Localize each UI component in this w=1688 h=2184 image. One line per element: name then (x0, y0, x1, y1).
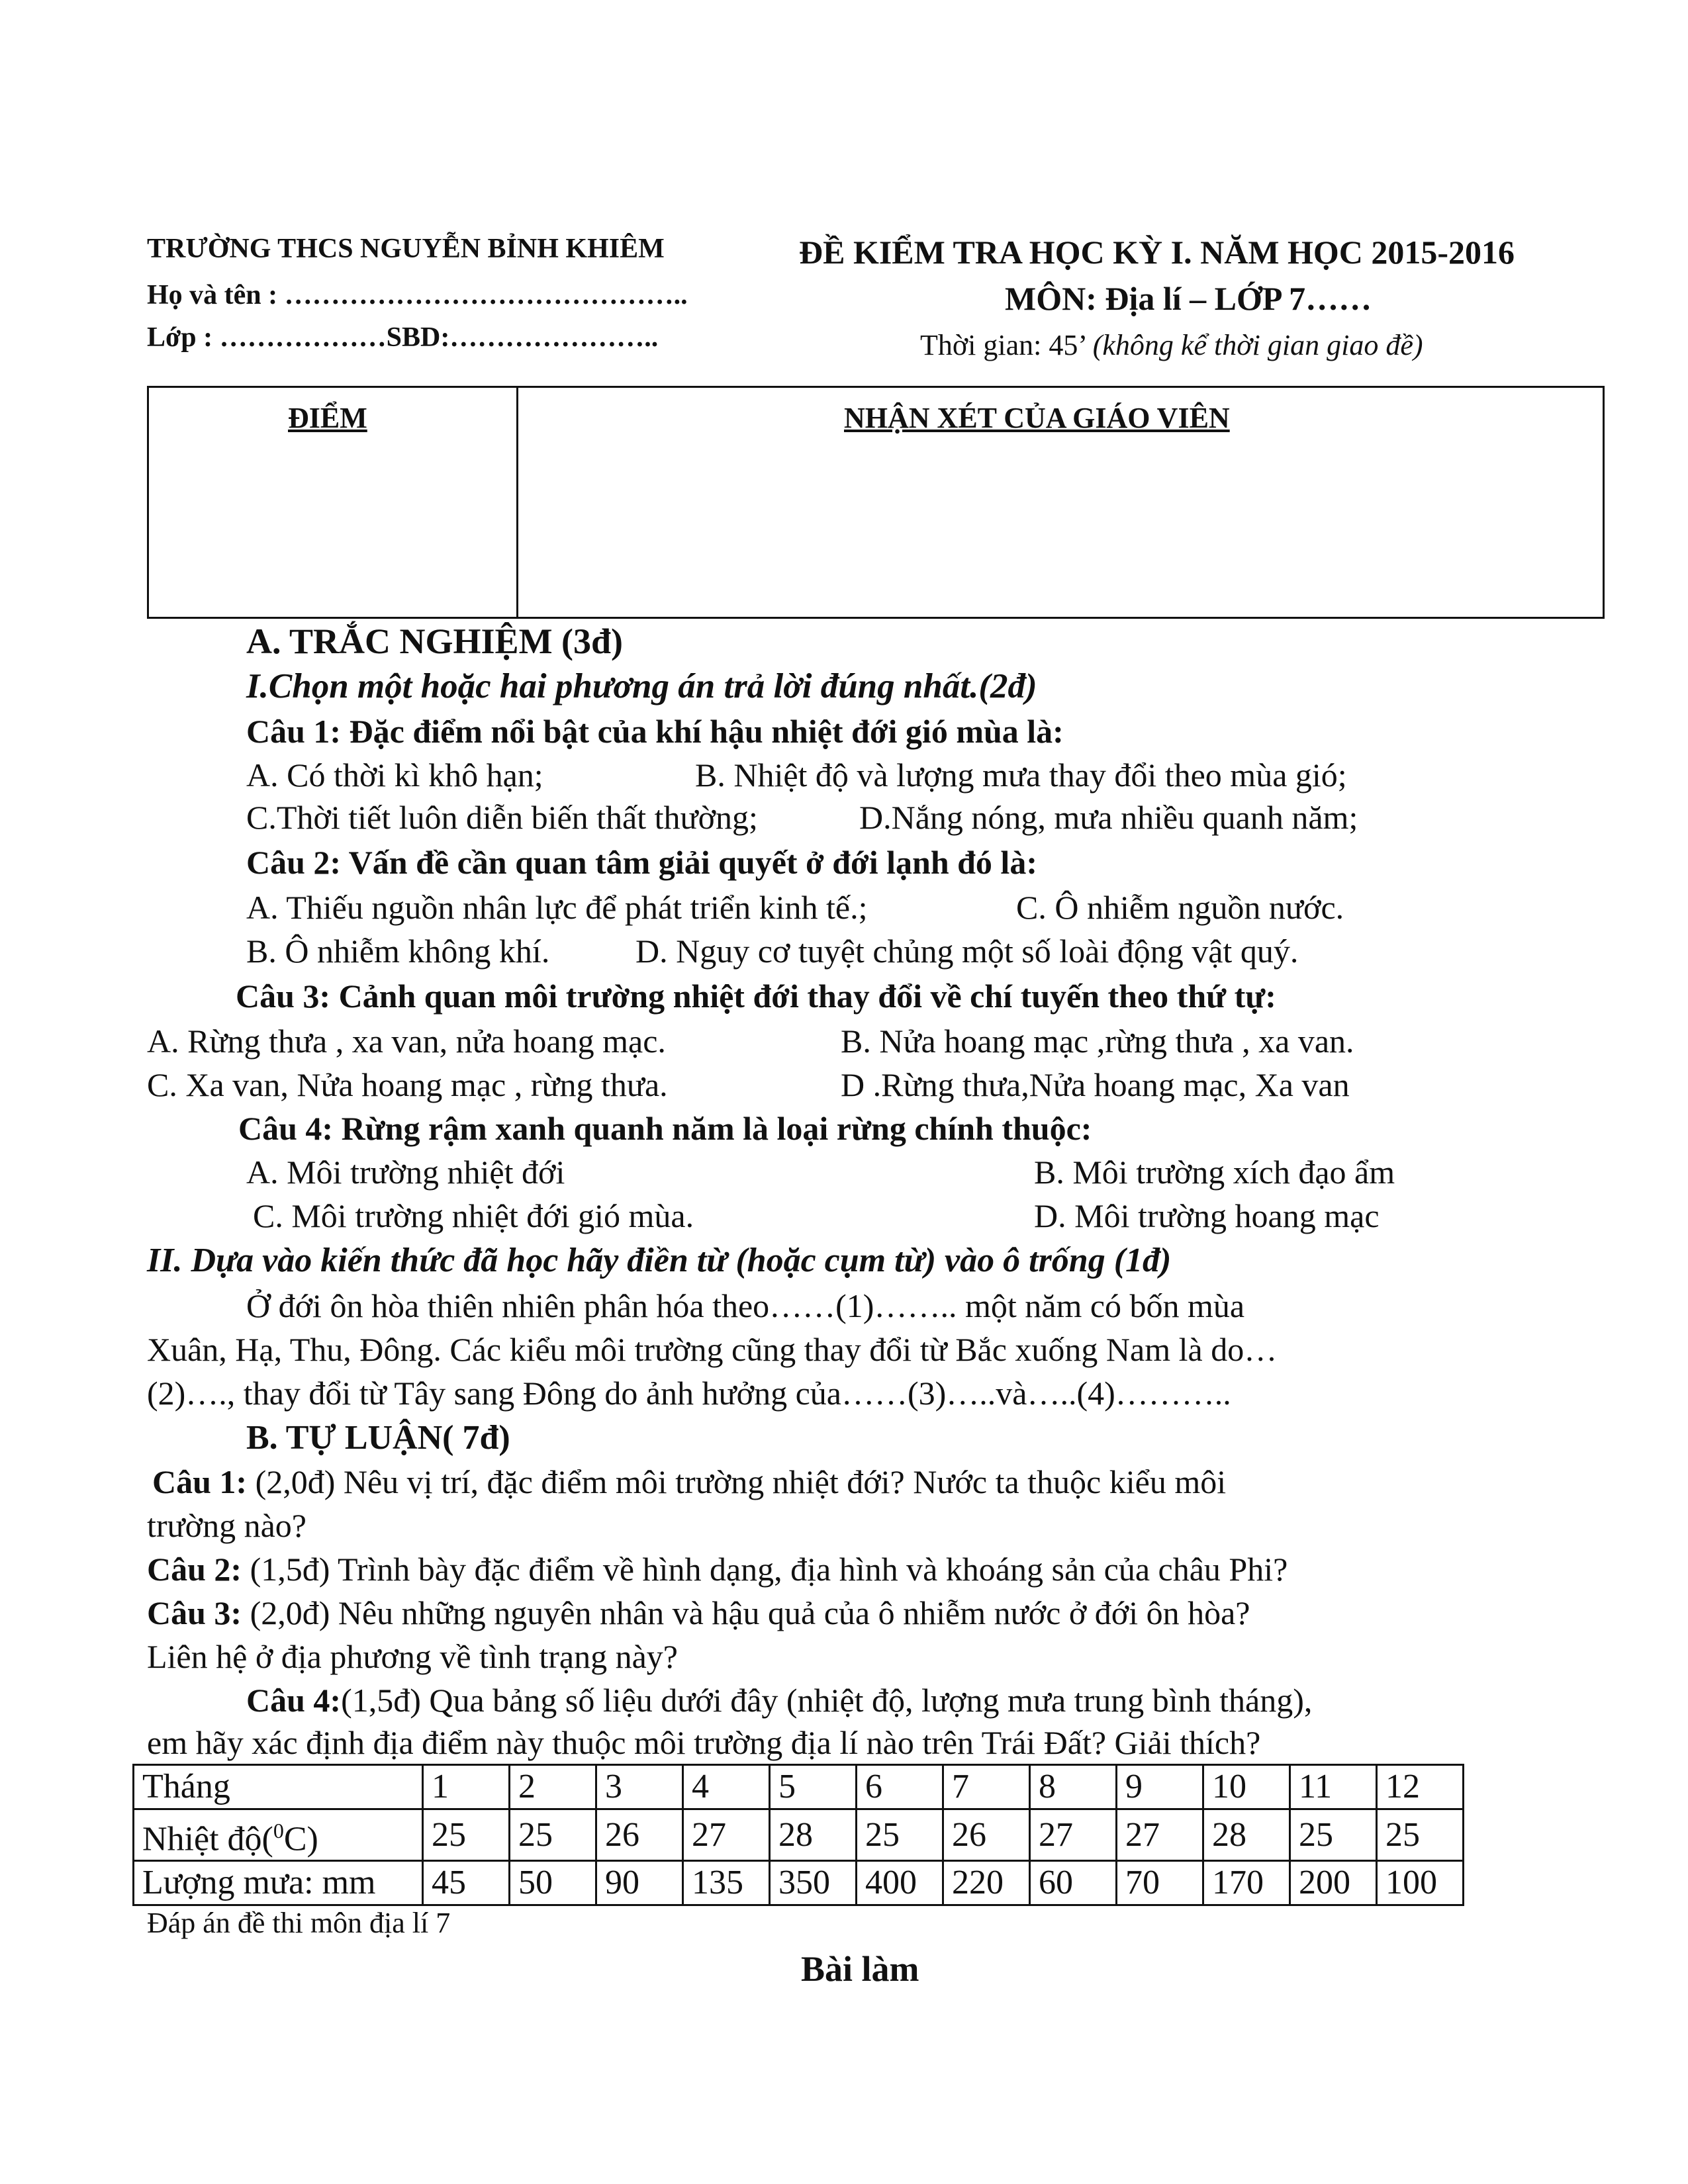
time-line (920, 328, 1423, 362)
school-name: TRƯỜNG THCS NGUYỄN BỈNH KHIÊM (147, 234, 665, 264)
q1-option-b: B. Nhiệt độ và lượng mưa thay đổi theo mùa gió; (695, 756, 1347, 794)
q2-option-c: C. Ô nhiễm nguồn nước. (1016, 889, 1344, 926)
essay-q4-label: Câu 4: (246, 1682, 342, 1719)
rainfall-cell: 70 (1117, 1861, 1203, 1905)
table-row-months (134, 1765, 1464, 1809)
q4-option-d: D. Môi trường hoang mạc (1034, 1197, 1380, 1234)
month-cell: 10 (1203, 1765, 1290, 1809)
q1-question: Câu 1: Đặc điểm nổi bật của khí hậu nhiệt đới gió mùa là: (246, 713, 1064, 750)
rainfall-cell: 220 (943, 1861, 1030, 1905)
teacher-comment-label: NHẬN XÉT CỦA GIÁO VIÊN (844, 402, 1230, 434)
q2-option-d: D. Nguy cơ tuyệt chủng một số loài động vật quý. (635, 933, 1299, 970)
q3-option-d: D .Rừng thưa,Nửa hoang mạc, Xa van (841, 1066, 1350, 1103)
q4-option-b: B. Môi trường xích đạo ẩm (1034, 1154, 1395, 1191)
answer-key-note: Đáp án đề thi môn địa lí 7 (147, 1907, 451, 1939)
fill-line-1: Ở đới ôn hòa thiên nhiên phân hóa theo……(1)…….. một năm có bốn mùa (246, 1287, 1245, 1324)
essay-q1-text: (2,0đ) Nêu vị trí, đặc điểm môi trường nhiệt đới? Nước ta thuộc kiểu môi (247, 1463, 1227, 1500)
q4-option-c: C. Môi trường nhiệt đới gió mùa. (253, 1197, 694, 1234)
rainfall-cell: 135 (683, 1861, 770, 1905)
essay-q2-label: Câu 2: (147, 1551, 242, 1588)
essay-q4-line-2: em hãy xác định địa điểm này thuộc môi trường địa lí nào trên Trái Đất? Giải thích? (147, 1724, 1261, 1761)
essay-q3-line-2: Liên hệ ở địa phương về tình trạng này? (147, 1638, 678, 1675)
q1-option-d: D.Nắng nóng, mưa nhiều quanh năm; (859, 799, 1358, 836)
score-box-divider (516, 388, 518, 617)
table-row-temperature (134, 1809, 1464, 1861)
temp-label-prefix: Nhiệt độ( (142, 1820, 273, 1858)
month-cell: 1 (423, 1765, 510, 1809)
rainfall-cell: 50 (510, 1861, 596, 1905)
q2-option-b: B. Ô nhiễm không khí. (246, 933, 550, 970)
q3-question: Câu 3: Cảnh quan môi trường nhiệt đới thay đổi về chí tuyến theo thứ tự: (236, 978, 1276, 1015)
section-1-title: I.Chọn một hoặc hai phương án trả lời đúng nhất.(2đ) (246, 667, 1037, 705)
temperature-cell: 28 (1203, 1809, 1290, 1861)
q1-option-c: C.Thời tiết luôn diễn biến thất thường; (246, 799, 758, 836)
class-line: Lớp : ………………SBD:………………….. (147, 322, 659, 353)
month-cell: 7 (943, 1765, 1030, 1809)
rainfall-label-cell: Lượng mưa: mm (134, 1861, 423, 1905)
q4-option-a: A. Môi trường nhiệt đới (246, 1154, 565, 1191)
rainfall-cell: 60 (1030, 1861, 1117, 1905)
temperature-cell: 27 (683, 1809, 770, 1861)
q2-question: Câu 2: Vấn đề cần quan tâm giải quyết ở đới lạnh đó là: (246, 844, 1037, 881)
month-cell: 9 (1117, 1765, 1203, 1809)
month-cell: 11 (1290, 1765, 1377, 1809)
temperature-label-cell (134, 1809, 423, 1861)
essay-q2-text: (1,5đ) Trình bày đặc điểm về hình dạng, địa hình và khoáng sản của châu Phi? (242, 1551, 1288, 1588)
month-cell: 12 (1377, 1765, 1464, 1809)
part-b-title: B. TỰ LUẬN( 7đ) (246, 1419, 510, 1457)
month-cell: 2 (510, 1765, 596, 1809)
temperature-cell: 25 (510, 1809, 596, 1861)
time-note: (không kể thời gian giao đề) (1092, 329, 1423, 361)
temperature-cell: 25 (857, 1809, 943, 1861)
essay-q3-line-1 (147, 1591, 1250, 1635)
essay-q2-line (147, 1547, 1288, 1591)
temperature-cell: 25 (423, 1809, 510, 1861)
table-row-rainfall (134, 1861, 1464, 1905)
rainfall-cell: 170 (1203, 1861, 1290, 1905)
essay-q3-label: Câu 3: (147, 1594, 242, 1631)
temperature-cell: 27 (1030, 1809, 1117, 1861)
temperature-cell: 27 (1117, 1809, 1203, 1861)
rainfall-cell: 90 (596, 1861, 683, 1905)
essay-q1-line-1 (152, 1460, 1226, 1504)
student-name-line: Họ và tên : …………………………………….. (147, 280, 688, 310)
time-prefix: Thời gian: 45’ (920, 329, 1093, 361)
month-cell: 4 (683, 1765, 770, 1809)
exam-title: ĐỀ KIỂM TRA HỌC KỲ I. NĂM HỌC 2015-2016 (799, 234, 1515, 271)
month-label-cell: Tháng (134, 1765, 423, 1809)
subject-line: MÔN: Địa lí – LỚP 7…… (1005, 280, 1372, 317)
q3-option-b: B. Nửa hoang mạc ,rừng thưa , xa van. (841, 1023, 1354, 1060)
score-label: ĐIỂM (288, 402, 367, 434)
month-cell: 3 (596, 1765, 683, 1809)
rainfall-cell: 400 (857, 1861, 943, 1905)
temperature-cell: 25 (1290, 1809, 1377, 1861)
part-a-title: A. TRẮC NGHIỆM (3đ) (246, 621, 624, 661)
rainfall-cell: 350 (770, 1861, 857, 1905)
essay-q3-text: (2,0đ) Nêu những nguyên nhân và hậu quả của ô nhiễm nước ở đới ôn hòa? (242, 1594, 1250, 1631)
q3-option-c: C. Xa van, Nửa hoang mạc , rừng thưa. (147, 1066, 668, 1103)
temp-label-suffix: C) (283, 1820, 318, 1858)
essay-q1-label: Câu 1: (152, 1463, 248, 1500)
temperature-cell: 25 (1377, 1809, 1464, 1861)
month-cell: 8 (1030, 1765, 1117, 1809)
q2-option-a: A. Thiếu nguồn nhân lực để phát triển kinh tế.; (246, 889, 868, 926)
fill-line-3: (2)…., thay đổi từ Tây sang Đông do ảnh hưởng của……(3)…..và…..(4)……….. (147, 1375, 1231, 1412)
score-comment-box (147, 386, 1605, 619)
q4-question: Câu 4: Rừng rậm xanh quanh năm là loại rừng chính thuộc: (238, 1110, 1092, 1147)
temp-label-degree: 0 (273, 1819, 284, 1843)
work-area-title: Bài làm (801, 1949, 919, 1989)
temperature-cell: 28 (770, 1809, 857, 1861)
fill-line-2: Xuân, Hạ, Thu, Đông. Các kiểu môi trường cũng thay đổi từ Bắc xuống Nam là do… (147, 1331, 1278, 1368)
rainfall-cell: 100 (1377, 1861, 1464, 1905)
climate-data-table (132, 1764, 1464, 1906)
rainfall-cell: 200 (1290, 1861, 1377, 1905)
essay-q4-line-1 (246, 1678, 1312, 1722)
month-cell: 5 (770, 1765, 857, 1809)
q1-option-a: A. Có thời kì khô hạn; (246, 756, 543, 794)
temperature-cell: 26 (943, 1809, 1030, 1861)
month-cell: 6 (857, 1765, 943, 1809)
essay-q1-line-2: trường nào? (147, 1507, 306, 1544)
q3-option-a: A. Rừng thưa , xa van, nửa hoang mạc. (147, 1023, 666, 1060)
section-2-title: II. Dựa vào kiến thức đã học hãy điền từ (hoặc cụm từ) vào ô trống (1đ) (147, 1242, 1172, 1279)
rainfall-cell: 45 (423, 1861, 510, 1905)
temperature-cell: 26 (596, 1809, 683, 1861)
essay-q4-text: (1,5đ) Qua bảng số liệu dưới đây (nhiệt độ, lượng mưa trung bình tháng), (341, 1682, 1313, 1719)
